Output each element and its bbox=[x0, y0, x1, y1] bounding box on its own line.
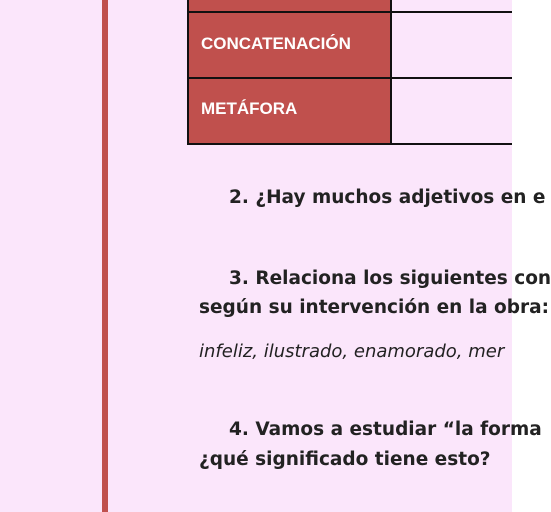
table-border-left bbox=[187, 0, 189, 145]
table-border-row bbox=[187, 77, 512, 79]
table-label-cell bbox=[189, 0, 391, 11]
question-3-word-list: infeliz, ilustrado, enamorado, mer bbox=[199, 341, 505, 362]
table-value-cell-metafora[interactable] bbox=[392, 79, 512, 143]
table-border-bottom bbox=[187, 143, 512, 145]
table-label-text: CONCATENACIÓN bbox=[201, 34, 351, 53]
table-value-cell[interactable] bbox=[392, 0, 512, 11]
table-label-cell-concatenacion bbox=[189, 13, 391, 77]
left-margin-rule bbox=[102, 0, 108, 512]
question-4-line-2: ¿qué significado tiene esto? bbox=[199, 449, 491, 470]
table-value-cell-concatenacion[interactable] bbox=[392, 13, 512, 77]
table-border-middle bbox=[390, 0, 392, 145]
question-3-line-2: según su intervención en la obra: bbox=[199, 297, 550, 318]
question-4-line-1: 4. Vamos a estudiar “la forma bbox=[229, 419, 542, 440]
table-border-row bbox=[187, 11, 512, 13]
question-3-line-1: 3. Relaciona los siguientes con bbox=[229, 268, 551, 289]
table-label-cell-metafora bbox=[189, 79, 391, 143]
table-label-text: METÁFORA bbox=[201, 99, 298, 118]
question-2: 2. ¿Hay muchos adjetivos en e bbox=[229, 187, 546, 208]
